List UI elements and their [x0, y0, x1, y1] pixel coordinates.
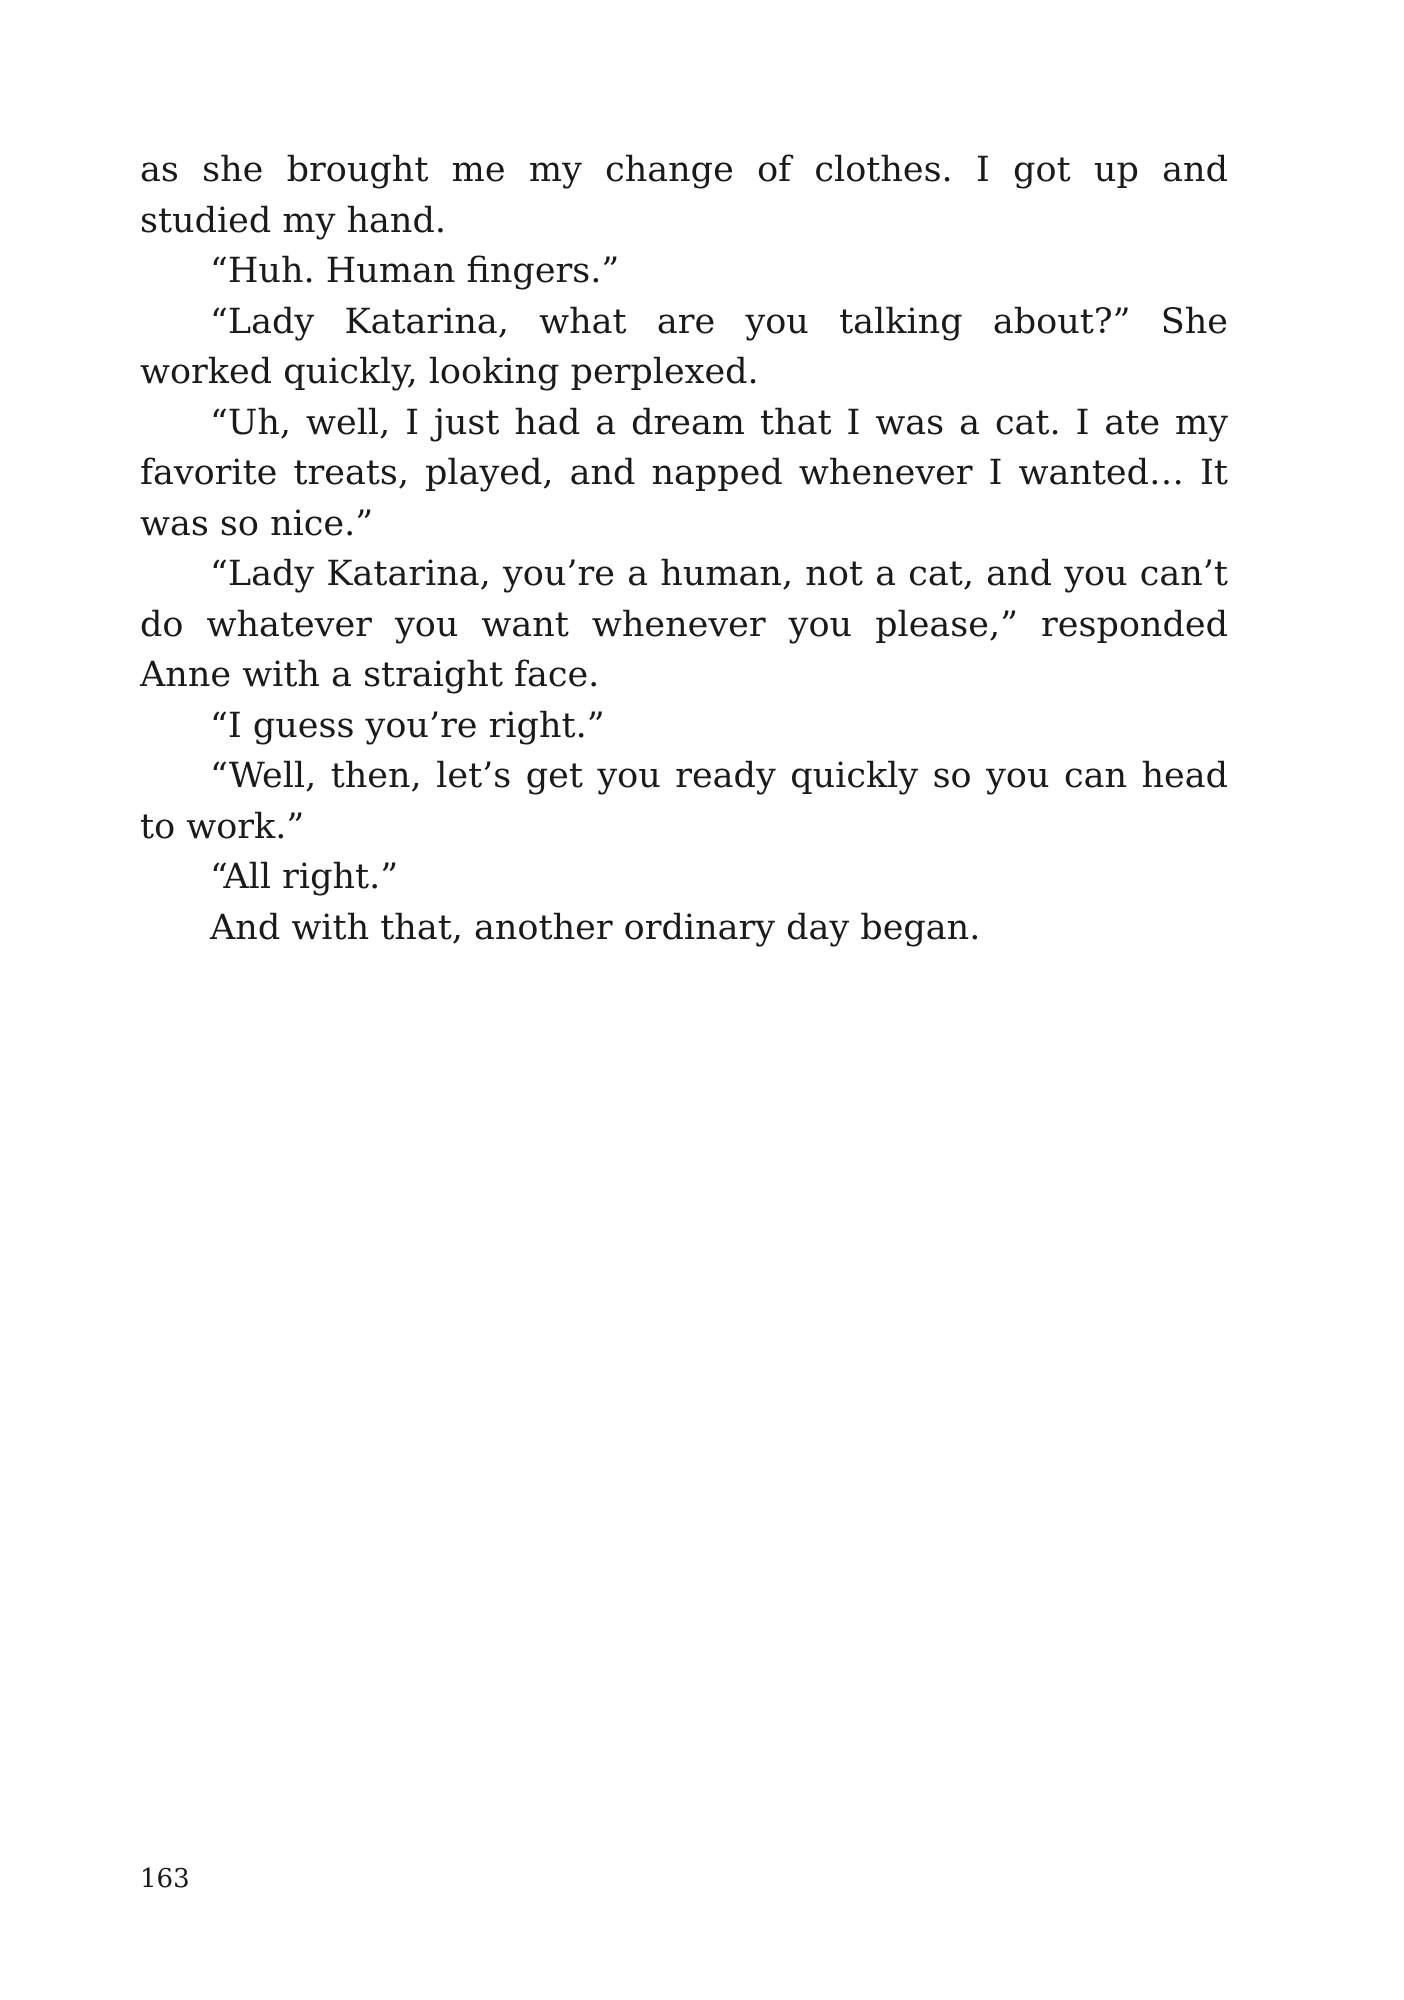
paragraph: “Huh. Human fingers.”	[210, 251, 620, 291]
body-text	[140, 145, 1228, 953]
paragraph: “Uh, well, I just had a dream that I was a cat. I ate my favorite treats, played, and napped whenever I wanted… It was so nice.”	[140, 402, 1228, 544]
paragraph: “All right.”	[210, 857, 399, 897]
paragraph-continuation: as she brought me my change of clothes. I got up and studied my hand.	[140, 150, 1228, 241]
page-number: 163	[140, 1864, 190, 1894]
paragraph: “Lady Katarina, you’re a human, not a cat, and you can’t do whatever you want whenever you please,” responded Anne with a straight face.	[140, 554, 1228, 695]
paragraph: And with that, another ordinary day began.	[210, 907, 981, 948]
paragraph: “I guess you’re right.”	[210, 705, 605, 746]
paragraph: “Lady Katarina, what are you talking about?” She worked quickly, looking perplexed.	[140, 301, 1228, 392]
paragraph: “Well, then, let’s get you ready quickly so you can head to work.”	[140, 756, 1228, 847]
